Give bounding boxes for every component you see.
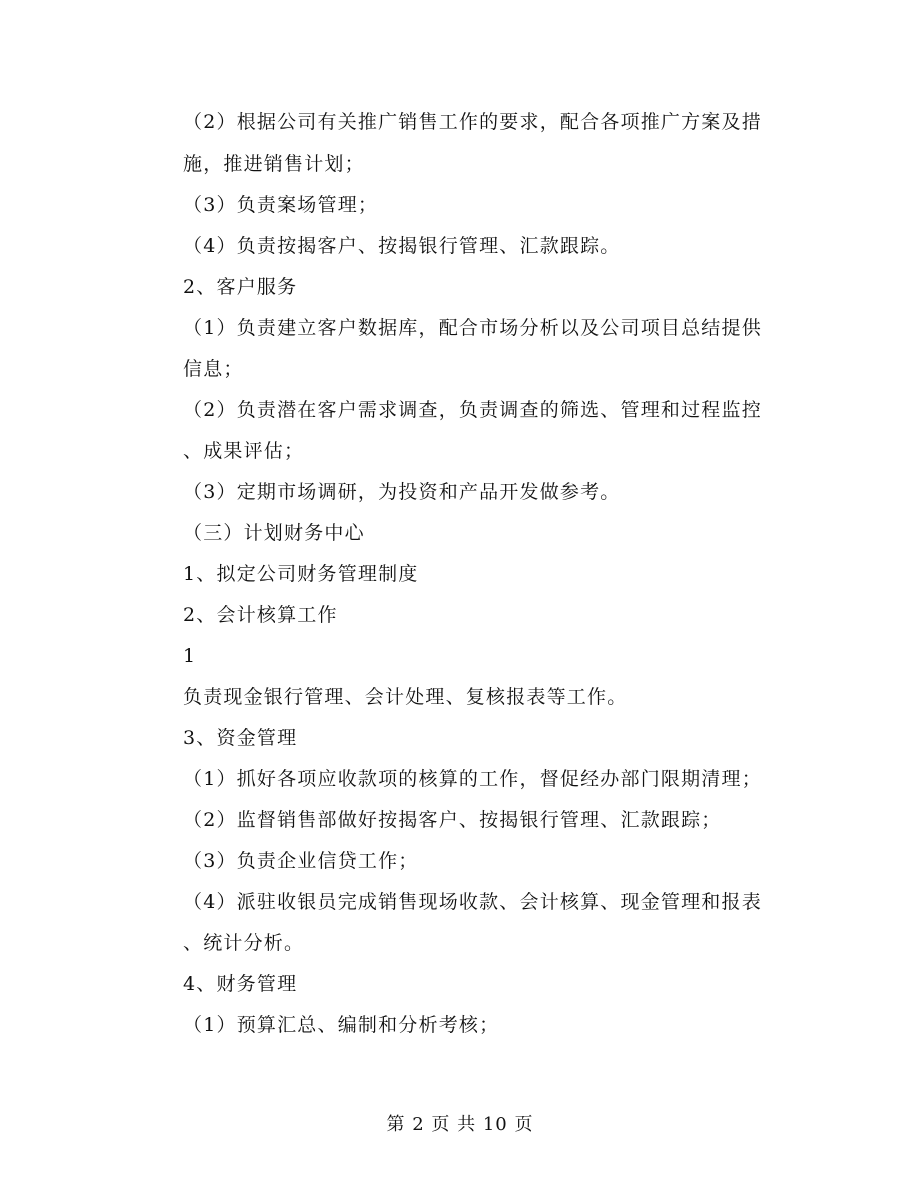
section-heading: 3、资金管理 [183,727,298,749]
paragraph-line: （1）预算汇总、编制和分析考核； [183,1014,500,1036]
paragraph-line: （1）抓好各项应收款项的核算的工作，督促经办部门限期清理； [183,768,762,790]
paragraph-line: 、统计分析。 [183,932,305,954]
section-heading: 2、会计核算工作 [183,604,338,626]
paragraph-line: （4）派驻收银员完成销售现场收款、会计核算、现金管理和报表 [183,891,762,913]
paragraph-line: 1 [183,645,197,667]
paragraph-line: （1）负责建立客户数据库，配合市场分析以及公司项目总结提供 [183,317,762,339]
section-heading: 1、拟定公司财务管理制度 [183,563,419,585]
paragraph-line: （2）根据公司有关推广销售工作的要求，配合各项推广方案及措 [183,111,762,133]
paragraph-line: 负责现金银行管理、会计处理、复核报表等工作。 [183,686,628,708]
paragraph-line: （3）负责企业信贷工作； [183,850,419,872]
paragraph-line: （3）定期市场调研，为投资和产品开发做参考。 [183,481,621,503]
paragraph-line: （3）负责案场管理； [183,194,379,216]
section-heading: 4、财务管理 [183,973,298,995]
paragraph-line: （2）监督销售部做好按揭客户、按揭银行管理、汇款跟踪； [183,809,722,831]
paragraph-line: （4）负责按揭客户、按揭银行管理、汇款跟踪。 [183,235,621,257]
paragraph-line: 信息； [183,358,244,380]
page-number-footer: 第 2 页 共 10 页 [386,1114,534,1135]
paragraph-line: 、成果评估； [183,440,305,462]
paragraph-line: （2）负责潜在客户需求调查，负责调查的筛选、管理和过程监控 [183,399,762,421]
section-heading: 2、客户服务 [183,276,298,298]
section-heading: （三）计划财务中心 [183,522,365,544]
paragraph-line: 施，推进销售计划； [183,153,365,175]
